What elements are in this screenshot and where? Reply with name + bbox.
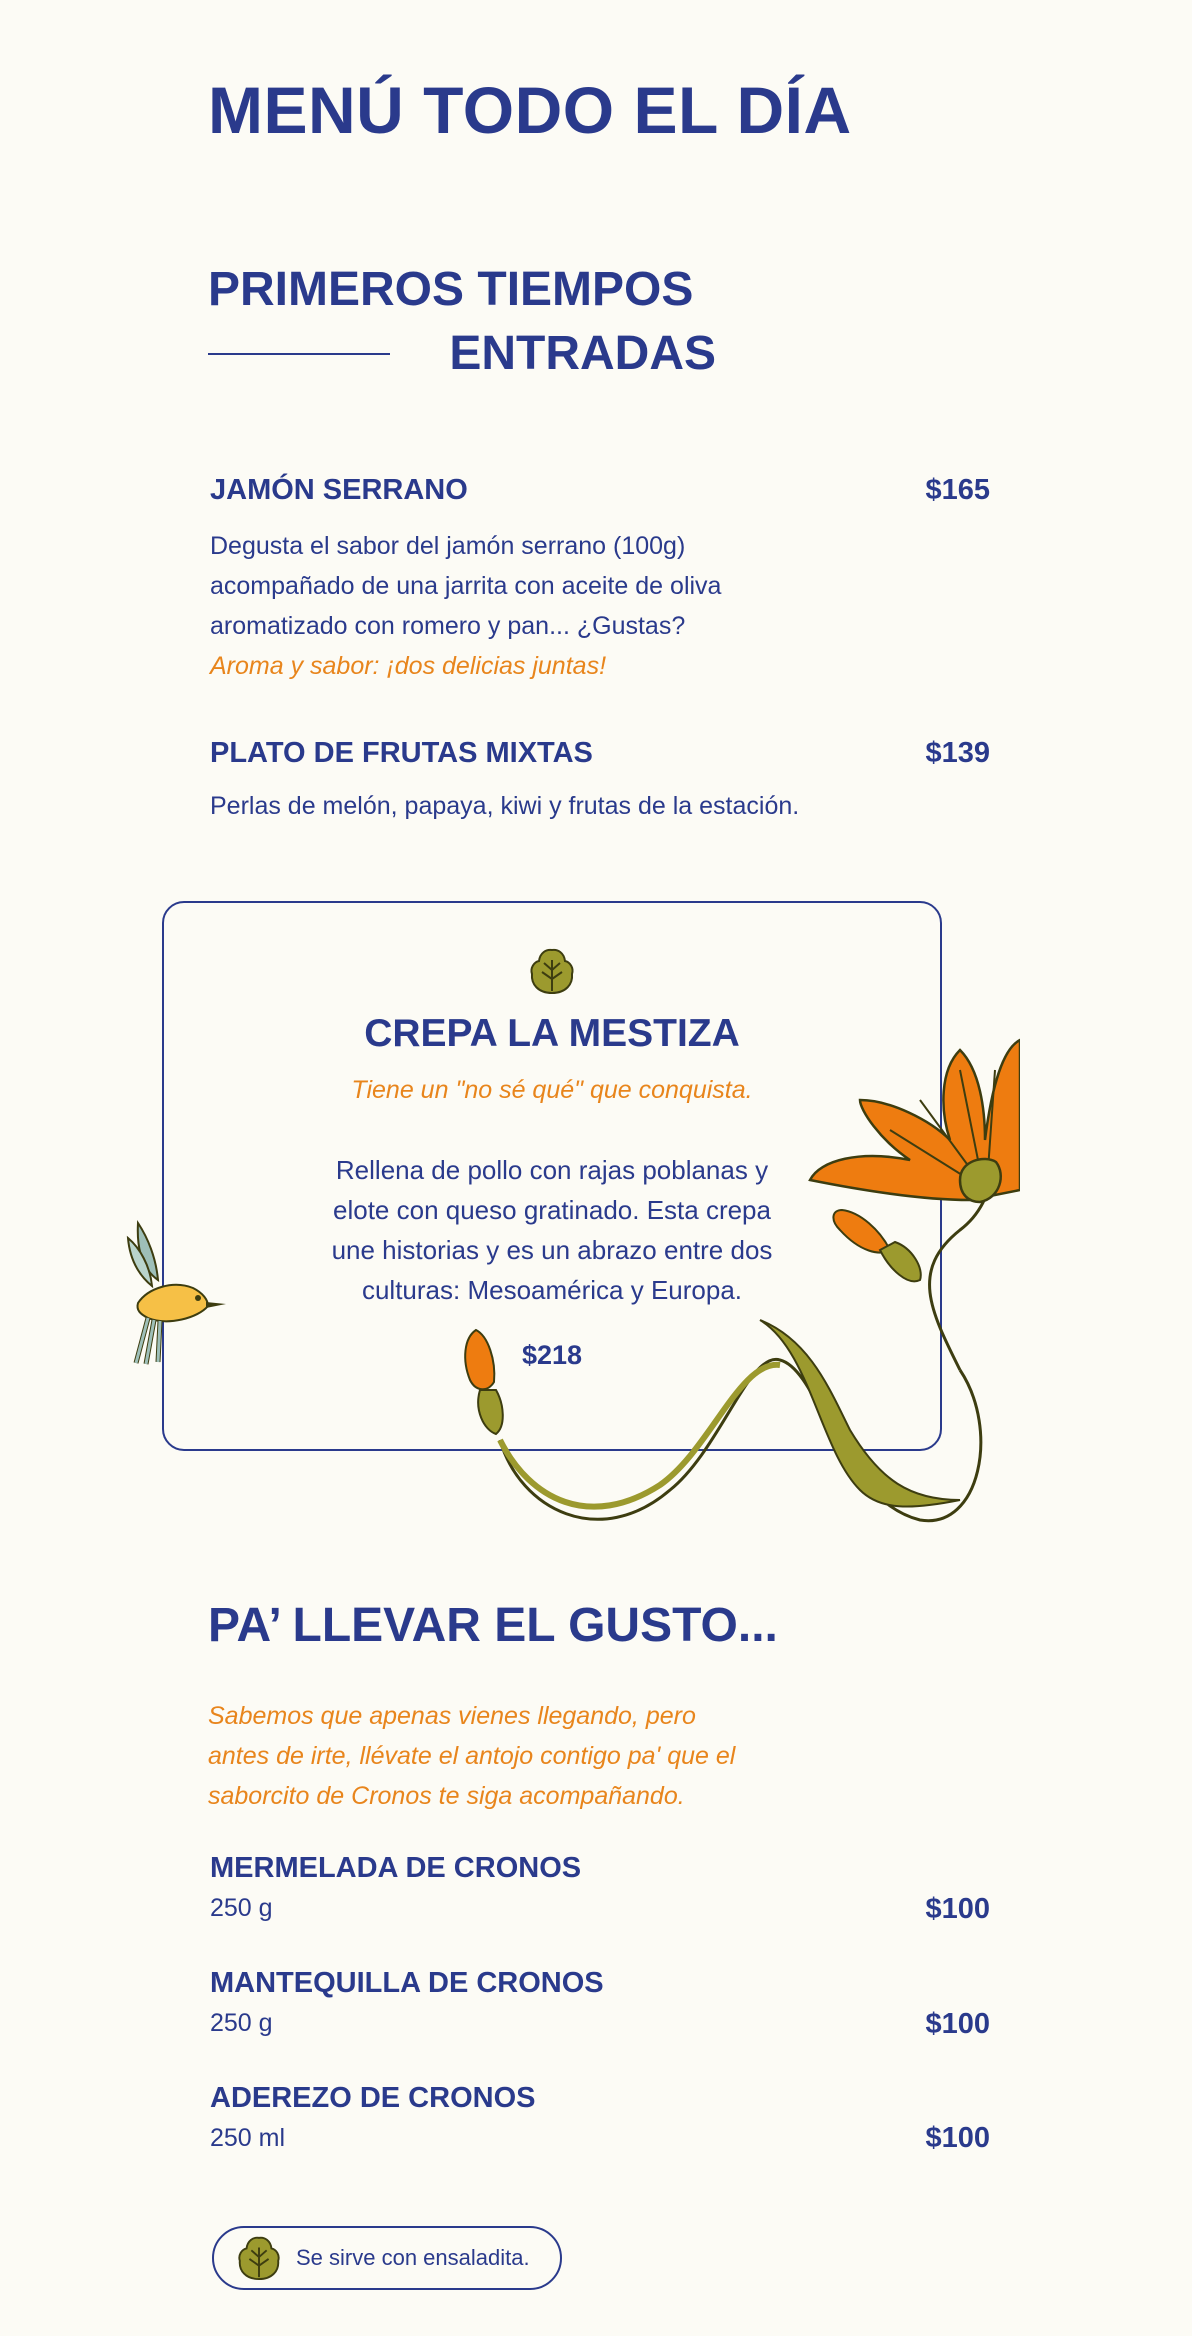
featured-description-line: Rellena de pollo con rajas poblanas y — [335, 1155, 769, 1185]
item-description: Perlas de melón, papaya, kiwi y frutas de la estación. — [210, 792, 800, 820]
lettuce-icon — [528, 946, 576, 996]
product-size: 250 g — [210, 1894, 273, 1922]
page-title: MENÚ TODO EL DÍA — [208, 73, 852, 147]
title-rule — [208, 353, 390, 355]
product-price: $100 — [925, 2008, 990, 2040]
item-price: $139 — [925, 737, 990, 769]
product-name: MERMELADA DE CRONOS — [210, 1852, 582, 1884]
section-title — [208, 258, 716, 386]
item-tagline: Aroma y sabor: ¡dos delicias juntas! — [210, 652, 607, 680]
featured-title: CREPA LA MESTIZA — [364, 1012, 740, 1055]
product-name: ADEREZO DE CRONOS — [210, 2082, 536, 2114]
product-name: MANTEQUILLA DE CRONOS — [210, 1967, 604, 1999]
legend-text: Se sirve con ensaladita. — [296, 2245, 530, 2270]
item-description-line: aromatizado con romero y pan... ¿Gustas? — [210, 612, 686, 640]
item-name: PLATO DE FRUTAS MIXTAS — [210, 737, 593, 769]
lettuce-icon — [236, 2234, 282, 2282]
flower-vine-illustration — [440, 1030, 1020, 1550]
item-price: $165 — [925, 474, 990, 506]
takeaway-intro-line: saborcito de Cronos te siga acompañando. — [208, 1782, 685, 1810]
item-description-line: Degusta el sabor del jamón serrano (100g) — [210, 532, 686, 560]
section-title-line2: ENTRADAS — [449, 327, 716, 380]
legend-pill — [212, 2226, 562, 2290]
product-price: $100 — [925, 2122, 990, 2154]
item-description — [210, 526, 830, 686]
section-title-line1: PRIMEROS TIEMPOS — [208, 263, 694, 316]
product-size: 250 g — [210, 2009, 273, 2037]
item-description-line: acompañado de una jarrita con aceite de oliva — [210, 572, 722, 600]
takeaway-title: PA’ LLEVAR EL GUSTO... — [208, 1599, 778, 1652]
featured-description-line: culturas: Mesoamérica y Europa. — [361, 1275, 743, 1305]
item-name: JAMÓN SERRANO — [210, 474, 468, 506]
takeaway-intro-line: Sabemos que apenas vienes llegando, pero — [208, 1702, 696, 1730]
hummingbird-illustration — [118, 1218, 228, 1368]
product-size: 250 ml — [210, 2124, 286, 2152]
product-price: $100 — [925, 1893, 990, 1925]
takeaway-intro-line: antes de irte, llévate el antojo contigo pa' que el — [208, 1742, 736, 1770]
featured-tagline: Tiene un "no sé qué" que conquista. — [351, 1076, 753, 1104]
featured-description-line: elote con queso gratinado. Esta crepa — [333, 1195, 771, 1225]
featured-price: $218 — [521, 1340, 583, 1370]
featured-description-line: une historias y es un abrazo entre dos — [331, 1235, 773, 1265]
takeaway-intro — [208, 1696, 828, 1816]
